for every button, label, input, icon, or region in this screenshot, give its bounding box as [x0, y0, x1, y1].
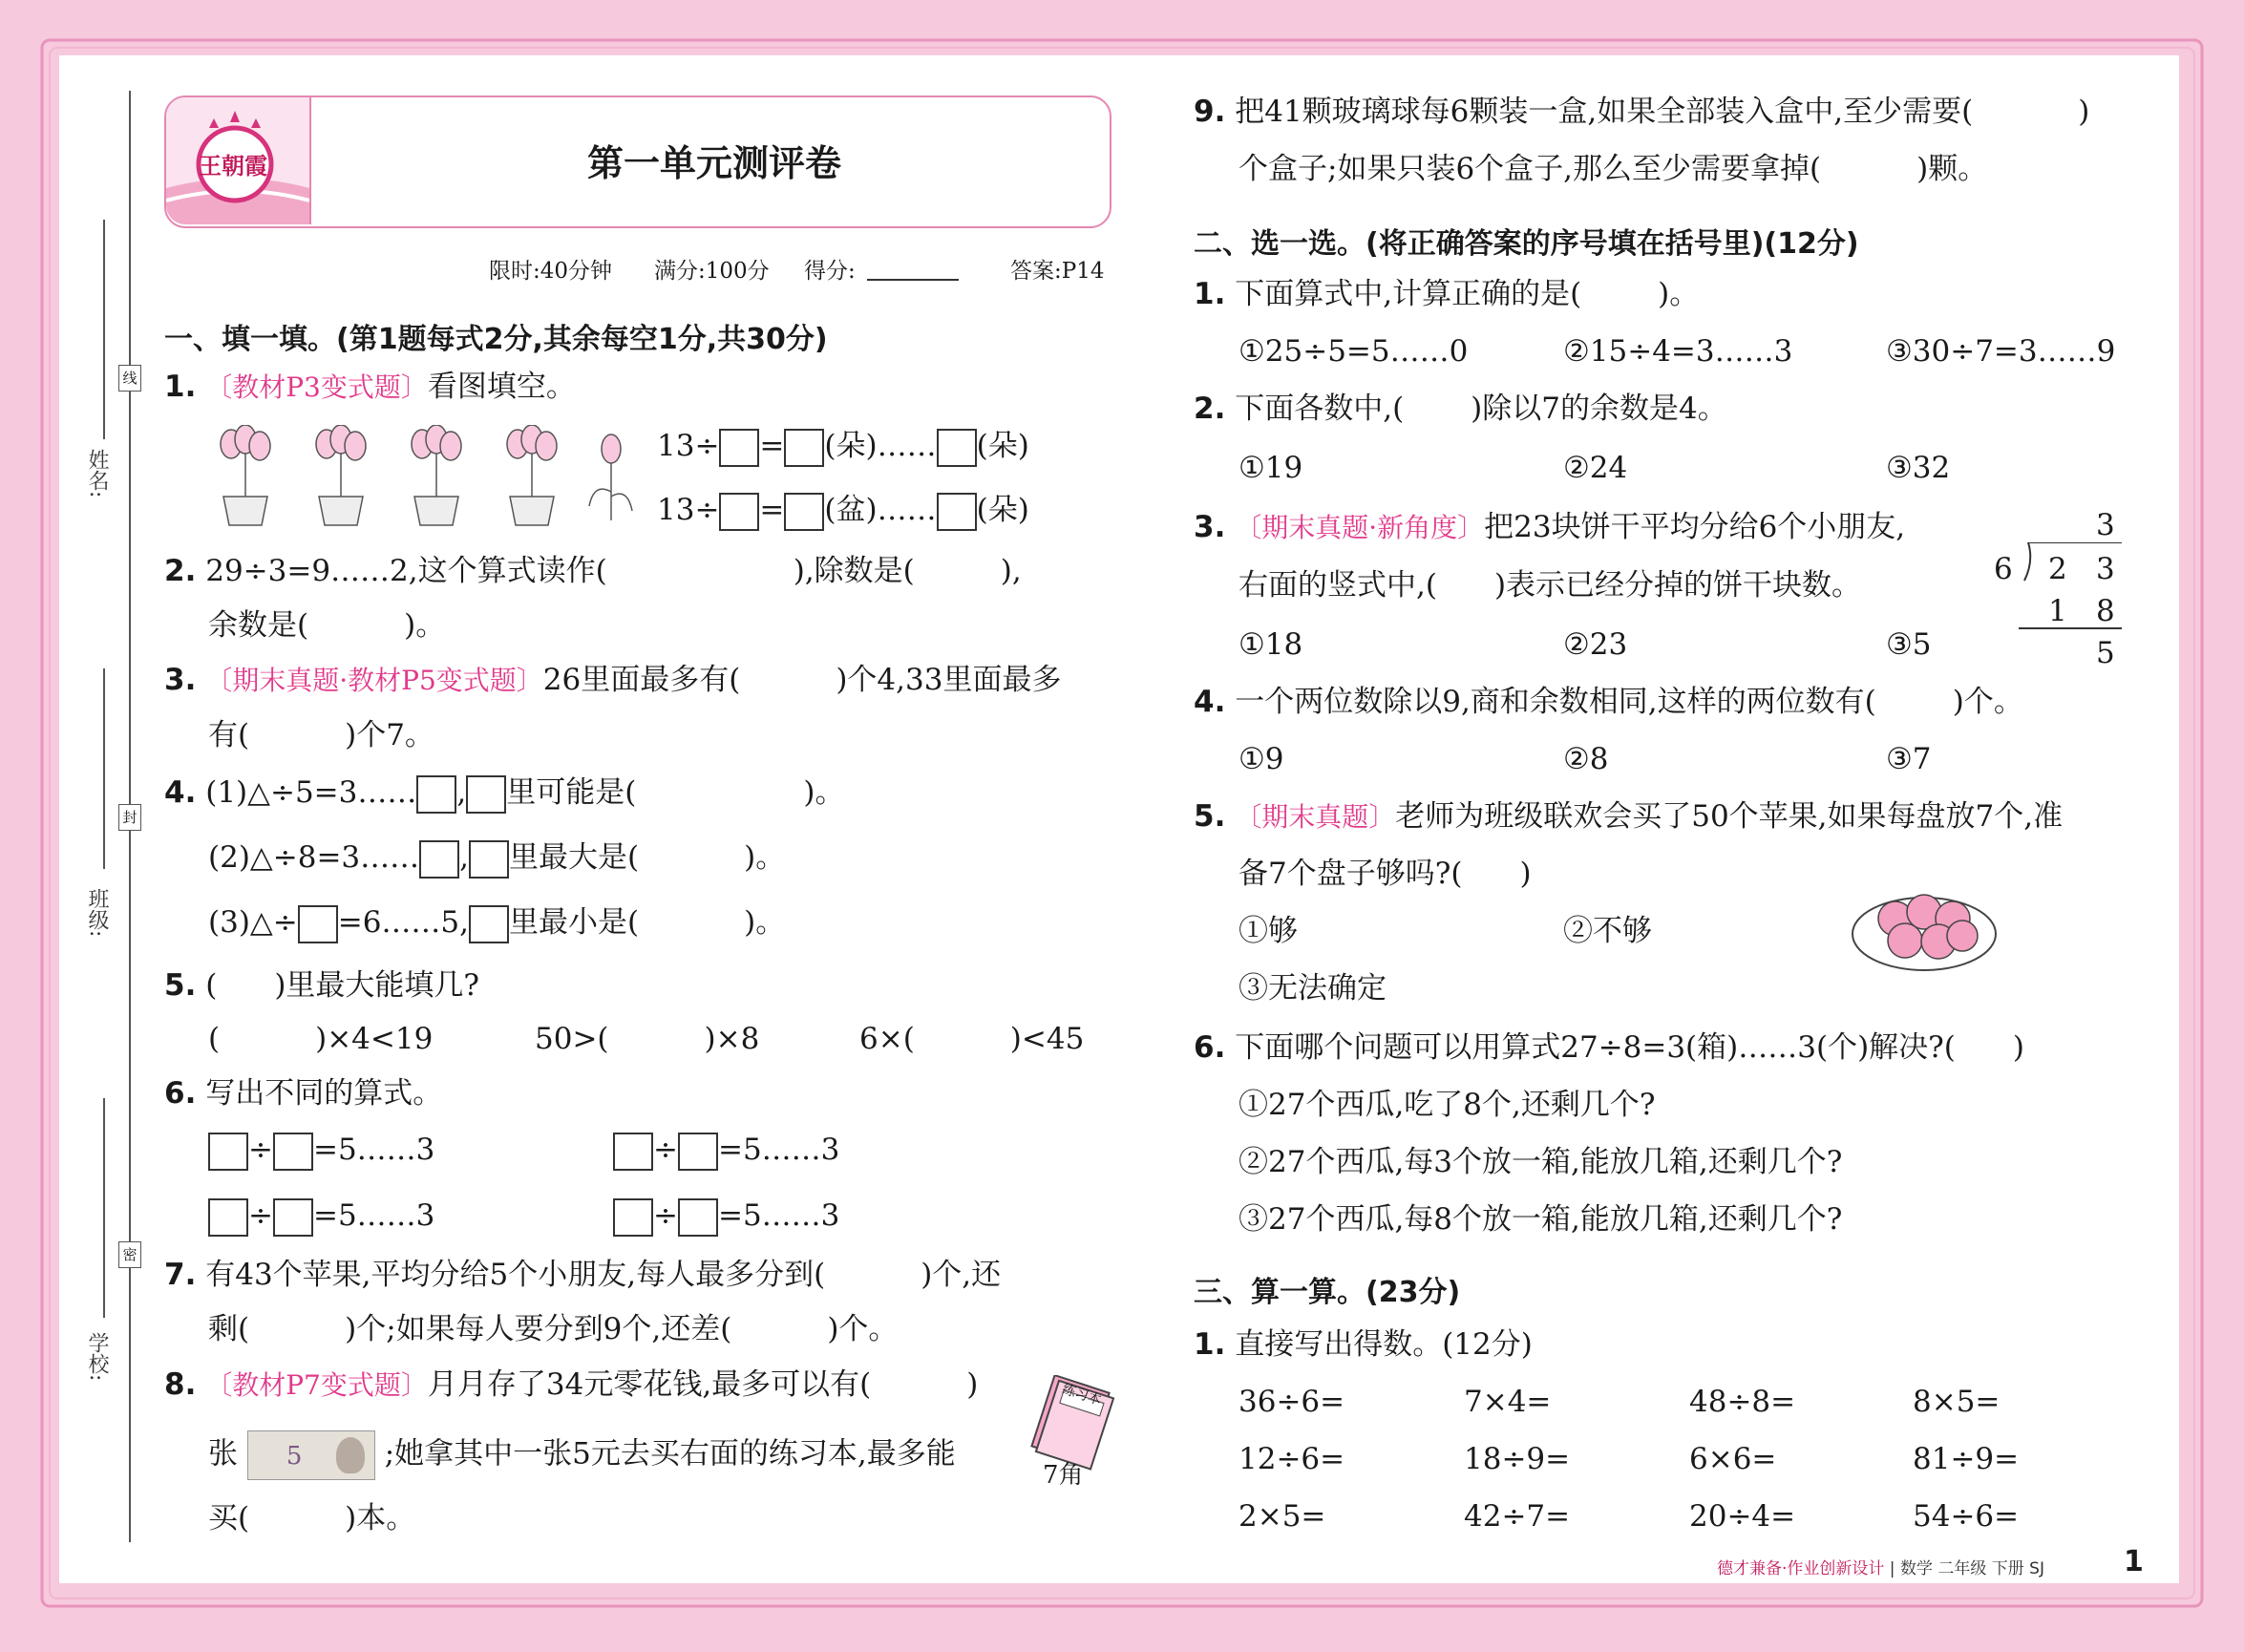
answer-box[interactable]	[719, 493, 759, 531]
portrait-icon	[336, 1437, 365, 1473]
expr-text: 50>(	[535, 1022, 609, 1056]
expr-text: )。	[744, 840, 786, 875]
logo	[166, 97, 311, 224]
expr-text: (朵)	[976, 493, 1029, 527]
choice-6-option-3: ③27个西瓜,每8个放一箱,能放几箱,还剩几个?	[1238, 1202, 1843, 1237]
footer-brand: 德才兼备·作业创新设计	[1717, 1559, 1885, 1578]
name-line	[103, 220, 105, 439]
page-number: 1	[2124, 1545, 2144, 1578]
question-text: )里最大能填几?	[274, 968, 480, 1003]
question-text: )表示已经分掉的饼干块数。	[1493, 568, 1862, 603]
expr-text: =6……5,	[337, 905, 470, 940]
question-number: 3.	[164, 663, 197, 697]
footer-grade: 二年级	[1937, 1559, 1987, 1578]
score-label: 得分:	[804, 259, 856, 284]
expr-text: (	[208, 1022, 221, 1056]
answer-box[interactable]	[419, 840, 459, 879]
answer-box[interactable]	[466, 775, 506, 814]
question-text: 一个两位数除以9,商和余数相同,这样的两位数有(	[1235, 685, 1876, 719]
question-number: 2.	[164, 554, 197, 588]
choice-4	[1194, 683, 2023, 721]
expr-text: ÷	[248, 1133, 273, 1167]
logo-text: 王朝霞	[199, 152, 267, 180]
question-number: 3.	[1194, 510, 1226, 544]
expr-text: (盆)……	[824, 493, 937, 527]
question-text: 下面哪个问题可以用算式27÷8=3(箱)……3(个)解决?(	[1235, 1030, 1956, 1065]
question-text: 看图填空。	[427, 370, 576, 404]
answer-box[interactable]	[719, 429, 759, 467]
calc-item: 8×5=	[1913, 1385, 2001, 1419]
question-number: 4.	[1194, 685, 1226, 719]
question-text: )个4,33里面最多	[836, 663, 1062, 697]
choice-2	[1194, 390, 1727, 428]
choice-2-option-3: ③32	[1886, 451, 1951, 485]
answer-box[interactable]	[937, 429, 977, 467]
section-3-heading: 三、算一算。(23分)	[1194, 1276, 1461, 1309]
expr-text: 里最大是(	[509, 840, 640, 875]
answer-ref: 答案:P14	[1010, 259, 1105, 284]
division-product-digit: 8	[2096, 594, 2115, 628]
division-quotient: 3	[2096, 508, 2115, 542]
expr-text: ÷	[248, 1198, 273, 1233]
question-text: 月月存了34元零花钱,最多可以有(	[427, 1367, 872, 1402]
expr-text: =5……3	[312, 1198, 435, 1233]
question-text: 备7个盘子够吗?(	[1238, 857, 1463, 891]
choice-4-option-2: ②8	[1563, 742, 1609, 776]
expr-text: (朵)	[976, 429, 1029, 463]
expr-text: (2)△÷8=3……	[208, 840, 420, 875]
question-text: 个盒子;如果只装6个盒子,那么至少需要拿掉(	[1238, 152, 1822, 186]
full-score: 满分:100分	[654, 259, 770, 284]
expr-text: =	[759, 493, 785, 527]
calc-1	[1194, 1325, 1533, 1364]
question-9	[1194, 93, 2089, 131]
section-1-heading: 一、填一填。(第1题每式2分,其余每空1分,共30分)	[164, 323, 828, 356]
seal-mark: 线	[118, 365, 141, 392]
choice-5	[1194, 797, 2063, 837]
expr-text: ÷	[653, 1133, 678, 1167]
question-text: 29÷3=9……2,这个算式读作(	[205, 554, 607, 588]
expr-text: (朵)……	[824, 429, 937, 463]
choice-1-option-3: ③30÷7=3……9	[1886, 334, 2116, 369]
expr-text: (1)△÷5=3……	[205, 775, 417, 810]
apple-plate-icon	[1848, 879, 2001, 974]
answer-box[interactable]	[469, 840, 509, 879]
choice-3-option-2: ②23	[1563, 627, 1628, 662]
question-8-line-3	[208, 1499, 415, 1537]
expr-text: )×4<19	[315, 1022, 434, 1056]
expr-text: )×8	[704, 1022, 760, 1056]
q1-row-1	[657, 427, 1029, 467]
expr-text: =5……3	[717, 1133, 840, 1167]
question-2-line-2	[208, 606, 445, 645]
footer-term: 下册	[1991, 1559, 2024, 1578]
question-number: 8.	[164, 1367, 197, 1402]
question-number: 5.	[164, 968, 197, 1003]
banknote-icon	[247, 1430, 375, 1480]
expr-text: 里可能是(	[506, 775, 637, 810]
answer-box[interactable]	[416, 775, 456, 814]
choice-4-option-1: ①9	[1238, 742, 1284, 776]
name-label: 姓名:	[85, 449, 109, 498]
question-text: )	[2078, 95, 2090, 129]
question-text: 写出不同的算式。	[205, 1076, 443, 1111]
question-text: 有(	[208, 718, 250, 752]
expr-text: 里最小是(	[509, 905, 640, 940]
answer-box[interactable]	[678, 1133, 718, 1171]
footer: 德才兼备·作业创新设计 | 数学 二年级 下册 SJ	[1717, 1559, 2044, 1578]
question-8	[164, 1366, 978, 1405]
answer-box[interactable]	[208, 1133, 248, 1171]
score-field[interactable]	[867, 279, 959, 281]
q5-item-a	[208, 1020, 433, 1058]
choice-3	[1194, 508, 1905, 547]
question-text: ;她拿其中一张5元去买右面的练习本,最多能	[384, 1436, 956, 1472]
question-text: 张	[208, 1436, 238, 1472]
answer-box[interactable]	[298, 905, 338, 943]
question-text: )个,还	[921, 1258, 1002, 1292]
question-text: )个。	[1952, 685, 2023, 719]
calc-item: 54÷6=	[1913, 1499, 2020, 1534]
choice-2-option-1: ①19	[1238, 451, 1303, 485]
expr-text: 13÷	[657, 493, 720, 527]
question-text: 老师为班级联欢会买了50个苹果,如果每盘放7个,准	[1395, 799, 2064, 834]
q5-item-b	[535, 1020, 759, 1058]
question-text: ),	[1000, 554, 1022, 588]
question-number: 5.	[1194, 799, 1226, 834]
division-remainder: 5	[2096, 636, 2115, 670]
school-line	[103, 1098, 105, 1318]
school-label: 学校:	[85, 1332, 109, 1382]
division-dividend-digit: 3	[2096, 552, 2115, 586]
question-number: 6.	[1194, 1030, 1226, 1065]
calc-item: 20÷4=	[1689, 1499, 1796, 1534]
question-7-line-2	[208, 1310, 898, 1348]
notebook-price: 7角	[1043, 1461, 1084, 1490]
question-text: 下面各数中,(	[1235, 392, 1405, 426]
question-4-2	[208, 838, 785, 879]
expr-text: )<45	[1009, 1022, 1085, 1056]
question-number: 7.	[164, 1258, 197, 1292]
choice-4-option-3: ③7	[1886, 742, 1932, 776]
footer-subject: 数学	[1899, 1559, 1933, 1578]
seal-mark: 密	[118, 1241, 141, 1268]
choice-3-option-3: ③5	[1886, 627, 1932, 662]
choice-3-option-1: ①18	[1238, 627, 1303, 662]
question-number: 1.	[1194, 1327, 1226, 1362]
question-text: )个。	[827, 1312, 899, 1346]
q5-item-c	[859, 1020, 1084, 1058]
q6-expr	[208, 1197, 434, 1237]
expr-text: )。	[803, 775, 845, 810]
choice-1-option-1: ①25÷5=5……0	[1238, 334, 1469, 369]
expr-text: (3)△÷	[208, 905, 298, 940]
question-text: 把23块饼干平均分给6个小朋友,	[1484, 510, 1906, 544]
choice-2-option-2: ②24	[1563, 451, 1628, 485]
question-text: 直接写出得数。(12分)	[1235, 1327, 1533, 1362]
question-6	[164, 1074, 442, 1112]
division-product-digit: 1	[2048, 594, 2067, 628]
question-text: )除以7的余数是4。	[1471, 392, 1727, 426]
question-text: )本。	[345, 1501, 416, 1536]
question-tag: 〔教材P3变式题〕	[205, 371, 428, 403]
question-text: 买(	[208, 1501, 250, 1536]
time-limit: 限时:40分钟	[489, 259, 613, 284]
question-text: ),除数是(	[793, 554, 915, 588]
calc-item: 42÷7=	[1464, 1499, 1571, 1534]
page-title: 第一单元测评卷	[586, 142, 841, 184]
q6-expr	[613, 1131, 839, 1171]
expr-text: ,	[456, 775, 467, 810]
title-banner	[164, 95, 1111, 228]
choice-5-option-3: ③无法确定	[1238, 971, 1387, 1006]
answer-box[interactable]	[678, 1198, 718, 1237]
question-3-line-2	[208, 716, 434, 754]
q6-expr	[613, 1197, 839, 1237]
question-text: )。	[404, 608, 446, 643]
choice-1	[1194, 275, 1699, 313]
expr-text: ,	[459, 840, 470, 875]
question-text: )个;如果每人要分到9个,还差(	[345, 1312, 732, 1346]
question-text: )	[2012, 1030, 2024, 1065]
question-8-line-2	[208, 1430, 956, 1480]
division-dividend-digit: 2	[2048, 552, 2067, 586]
banknote-value: 5	[286, 1442, 303, 1471]
answer-box[interactable]	[273, 1198, 313, 1237]
question-text: 有43个苹果,平均分给5个小朋友,每人最多分到(	[205, 1258, 826, 1292]
question-text: )	[966, 1367, 979, 1402]
class-line	[103, 668, 105, 869]
division-divisor: 6	[1994, 552, 2013, 586]
choice-6-option-1: ①27个西瓜,吃了8个,还剩几个?	[1238, 1088, 1656, 1122]
section-2-heading: 二、选一选。(将正确答案的序号填在括号里)(12分)	[1194, 227, 1859, 261]
choice-3-line-2	[1238, 566, 1861, 604]
question-number: 1.	[1194, 277, 1226, 311]
answer-box[interactable]	[784, 429, 824, 467]
q1-row-2	[657, 491, 1029, 531]
expr-text: 13÷	[657, 429, 720, 463]
question-text: 余数是(	[208, 608, 309, 643]
expr-text: ÷	[653, 1198, 678, 1233]
choice-5-line-2	[1238, 855, 1532, 893]
question-text: 右面的竖式中,(	[1238, 568, 1437, 603]
expr-text: =	[759, 429, 785, 463]
notebook-label: 练习本	[1060, 1381, 1104, 1409]
question-number: 1.	[164, 370, 197, 404]
choice-5-option-1: ①够	[1238, 914, 1298, 948]
question-text: 26里面最多有(	[542, 663, 741, 697]
answer-box[interactable]	[208, 1198, 248, 1237]
question-text: )	[1519, 857, 1532, 891]
question-tag: 〔期末真题·教材P5变式题〕	[205, 665, 543, 696]
calc-item: 7×4=	[1464, 1385, 1552, 1419]
question-text: )。	[1658, 277, 1700, 311]
question-text: (	[205, 968, 218, 1003]
calc-item: 18÷9=	[1464, 1442, 1571, 1476]
seal-mark: 封	[118, 804, 141, 831]
choice-1-option-2: ②15÷4=3……3	[1563, 334, 1793, 369]
answer-box[interactable]	[469, 905, 509, 943]
question-tag: 〔期末真题·新角度〕	[1235, 512, 1485, 543]
answer-box[interactable]	[937, 493, 977, 531]
question-5	[164, 966, 479, 1005]
question-1	[164, 368, 576, 407]
question-text: 下面算式中,计算正确的是(	[1235, 277, 1582, 311]
question-text: 把41颗玻璃球每6颗装一盒,如果全部装入盒中,至少需要(	[1235, 95, 1974, 129]
question-number: 6.	[164, 1076, 197, 1111]
question-9-line-2	[1238, 150, 1987, 188]
choice-5-option-2: ②不够	[1563, 914, 1652, 948]
answer-box[interactable]	[273, 1133, 313, 1171]
q6-expr	[208, 1131, 434, 1171]
question-text: )个7。	[345, 718, 434, 752]
answer-box[interactable]	[784, 493, 824, 531]
calc-item: 48÷8=	[1689, 1385, 1796, 1419]
flower-pots-picture	[202, 425, 642, 530]
class-label: 班级:	[85, 888, 109, 938]
expr-text: =5……3	[312, 1133, 435, 1167]
question-text: 剩(	[208, 1312, 250, 1346]
question-7	[164, 1256, 1001, 1294]
question-3	[164, 661, 1061, 700]
choice-6	[1194, 1028, 2024, 1067]
answer-box[interactable]	[613, 1133, 653, 1171]
question-2	[164, 552, 1022, 590]
calc-item: 12÷6=	[1238, 1442, 1345, 1476]
question-text: )颗。	[1916, 152, 1988, 186]
calc-item: 36÷6=	[1238, 1385, 1345, 1419]
question-number: 4.	[164, 775, 197, 810]
choice-6-option-2: ②27个西瓜,每3个放一箱,能放几箱,还剩几个?	[1238, 1145, 1843, 1179]
question-number: 2.	[1194, 392, 1226, 426]
question-number: 9.	[1194, 95, 1226, 129]
question-4-1	[164, 773, 844, 814]
question-tag: 〔期末真题〕	[1235, 801, 1396, 833]
question-4-3	[208, 903, 785, 943]
question-tag: 〔教材P7变式题〕	[205, 1369, 428, 1401]
answer-box[interactable]	[613, 1198, 653, 1237]
calc-item: 6×6=	[1689, 1442, 1777, 1476]
expr-text: )。	[744, 905, 786, 940]
calc-item: 2×5=	[1238, 1499, 1326, 1534]
expr-text: 6×(	[859, 1022, 915, 1056]
calc-item: 81÷9=	[1913, 1442, 2020, 1476]
footer-version: SJ	[2029, 1559, 2044, 1578]
expr-text: =5……3	[717, 1198, 840, 1233]
